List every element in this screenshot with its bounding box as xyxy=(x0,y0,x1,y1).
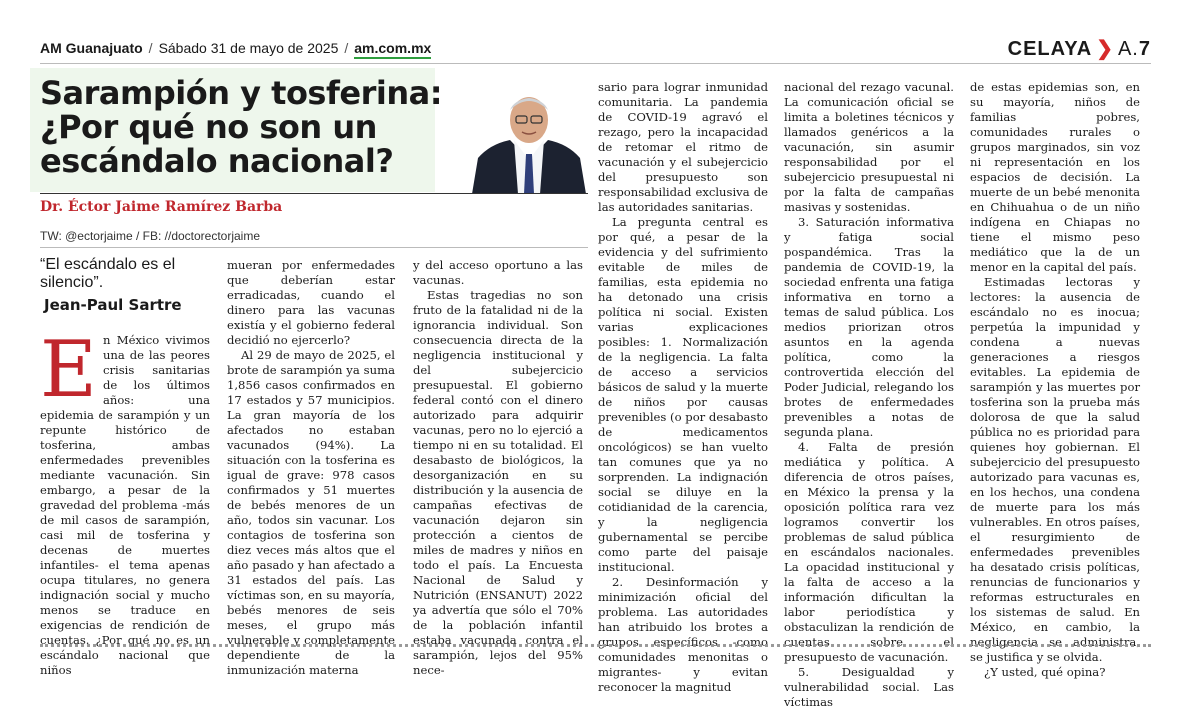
paragraph: Estas tragedias no son fruto de la fatalidad ni de la ignorancia individual. Son consecuencia directa de la negligencia institucional y del subejercicio presupuestal. El gobierno federal contó con el dinero autorizado para adquirir vacunas, pero no lo ejerció a tiempo ni en su totalidad. El desabasto de biológicos, la desorganización en su distribución y la ausencia de campañas efectivas de vacunación dejaron sin protección a cientos de miles de madres y niños en todo el país. La Encuesta Nacional de Salud y Nutrición (ENSANUT) 2022 ya advertía que sólo el 70% de la población infantil estaba vacunada contra el sarampión, lejos del 95% nece- xyxy=(413,288,583,677)
article-column-4 xyxy=(598,80,768,695)
paragraph-text: n México vivimos una de las peores crisis sanitarias de los últimos años: una epidemia de sarampión y un repunte histórico de tosferina, ambas enfermedades prevenibles mediante vacunación. Sin embargo, a pesar de la gravedad del problema -más de mil casos de sarampión, casi mil de tosferina y decenas de muertes infantiles- el tema apenas ocupa titulares, no genera indignación social y mucho menos se traduce en exigencias de rendición de cuentas. ¿Por qué no es un escándalo nacional que niños xyxy=(40,333,210,677)
byline-divider xyxy=(40,247,588,248)
page-prefix: A. xyxy=(1117,38,1139,60)
article-column-5 xyxy=(784,80,954,710)
paragraph: 4. Falta de presión mediática y política. A diferencia de otros países, en México la prensa y la oposición política rara vez logramos convertir los problemas de salud pública en escándalos nacionales. La opacidad institucional y la falta de acceso a la información dificultan la labor periodística y obstaculizan la rendición de cuentas sobre el presupuesto de vacunación. xyxy=(784,440,954,664)
page-footer-divider xyxy=(40,644,1151,647)
article-column-1 xyxy=(40,325,210,678)
paragraph: de estas epidemias son, en su mayoría, niños de familias pobres, comunidades rurales o grupos marginados, sin voz ni representación en los espacios de decisión. La muerte de un bebé menonita en Chihuahua o de un niño indígena en Chiapas no tiene el mismo peso mediático que la de un menor en la capital del país. xyxy=(970,80,1140,274)
section-name: CELAYA xyxy=(1007,38,1093,60)
article-column-6 xyxy=(970,80,1140,680)
paragraph: 2. Desinformación y minimización oficial del problema. Las autoridades han atribuido los brotes a grupos específicos -como comunidades menonitas o migrantes- y evitan reconocer la magnitud xyxy=(598,575,768,694)
paragraph: ¿Y usted, qué opina? xyxy=(984,665,1106,679)
site-link[interactable]: am.com.mx xyxy=(354,40,431,59)
publication-name: AM Guanajuato xyxy=(40,40,143,56)
article-title: Sarampión y tosferina: ¿Por qué no son un escándalo nacional? xyxy=(40,74,443,180)
author-photo xyxy=(470,88,588,194)
title-divider xyxy=(40,193,588,194)
article-column-3 xyxy=(413,258,583,678)
epigraph: “El escándalo es el silencio”. xyxy=(40,256,176,291)
paragraph: mueran por enfermedades que deberían estar erradicadas, cuando el dinero para las vacunas existía y el gobierno federal decidió no ejercerlo? xyxy=(227,258,395,347)
paragraph: y del acceso oportuno a las vacunas. xyxy=(413,258,583,287)
author-name: Dr. Éctor Jaime Ramírez Barba xyxy=(40,199,283,215)
masthead: AM Guanajuato / Sábado 31 de mayo de 2025 / am.com.mx xyxy=(40,40,431,56)
epigraph-author: Jean-Paul Sartre xyxy=(44,296,182,314)
author-social: TW: @ectorjaime / FB: //doctorectorjaime xyxy=(40,229,261,243)
paragraph: Estimadas lectoras y lectores: la ausencia de escándalo no es inocua; perpetúa la impunidad y condena a nuevas generaciones a riesgos evitables. La epidemia de sarampión y las muertes por tosferina son la prueba más dolorosa de que la salud pública no es prioridad para quienes hoy gobiernan. El subejercicio del presupuesto autorizado para vacunas es, en los hechos, una condena de muerte para los más vulnerables. En otros países, el resurgimiento de enfermedades prevenibles ha desatado crisis políticas, renuncias de funcionarios y reformas estructurales en los sistemas de salud. En México, en cambio, la negligencia se administra, se justifica y se olvida. xyxy=(970,275,1140,664)
header-divider xyxy=(40,63,1151,64)
paragraph: La pregunta central es por qué, a pesar de la evidencia y del sufrimiento evitable de miles de familias, esta epidemia no ha detonado una crisis política ni social. Existen varias explicaciones posibles: 1. Normalización de la negligencia. La falta de acceso a servicios básicos de salud y la muerte de niños por causas prevenibles (o por desabasto de medicamentos oncológicos) se han vuelto tan comunes que ya no sorprenden. La indignación social se diluye en la cotidianidad de la carencia, y la negligencia gubernamental se percibe como parte del paisaje institucional. xyxy=(598,215,768,574)
issue-date: Sábado 31 de mayo de 2025 xyxy=(158,40,339,56)
paragraph: 3. Saturación informativa y fatiga social pospandémica. Tras la pandemia de COVID-19, la sociedad enfrenta una fatiga informativa en torno a temas de salud pública. Los medios priorizan otros asuntos en la agenda política, como la controvertida elección del Poder Judicial, relegando los brotes de enfermedades prevenibles a notas de segunda plana. xyxy=(784,215,954,439)
paragraph: Al 29 de mayo de 2025, el brote de sarampión ya suma 1,856 casos confirmados en 17 estados y 57 municipios. La gran mayoría de los afectados no estaban vacunados (94%). La situación con la tosferina es igual de grave: 978 casos confirmados y 51 muertes de bebés menores de un año, todos sin vacunar. Los contagios de tosferina son diez veces más altos que el año pasado y han afectado a 31 estados del país. Las víctimas son, en su mayoría, bebés menores de seis meses, el grupo más vulnerable y completamente dependiente de la inmunización materna xyxy=(227,348,395,677)
drop-cap: E xyxy=(40,325,97,415)
paragraph: 5. Desigualdad y vulnerabilidad social. Las víctimas xyxy=(784,665,954,709)
paragraph: sario para lograr inmunidad comunitaria. La pandemia de COVID-19 agravó el rezago, pero la incapacidad de retomar el ritmo de vacunación y el subejercicio del presupuesto son responsabilidad exclusiva de las autoridades sanitarias. xyxy=(598,80,768,214)
paragraph xyxy=(40,325,210,678)
article-column-2 xyxy=(227,258,395,678)
page-number: 7 xyxy=(1138,38,1151,60)
chevron-right-icon: ❯ xyxy=(1096,38,1114,60)
paragraph: nacional del rezago vacunal. La comunicación oficial se limita a boletines técnicos y llamados genéricos a la vacunación, sin asumir responsabilidad por el subejercicio presupuestal ni por la falta de campañas masivas y sostenidas. xyxy=(784,80,954,214)
section-label xyxy=(1008,36,1151,61)
